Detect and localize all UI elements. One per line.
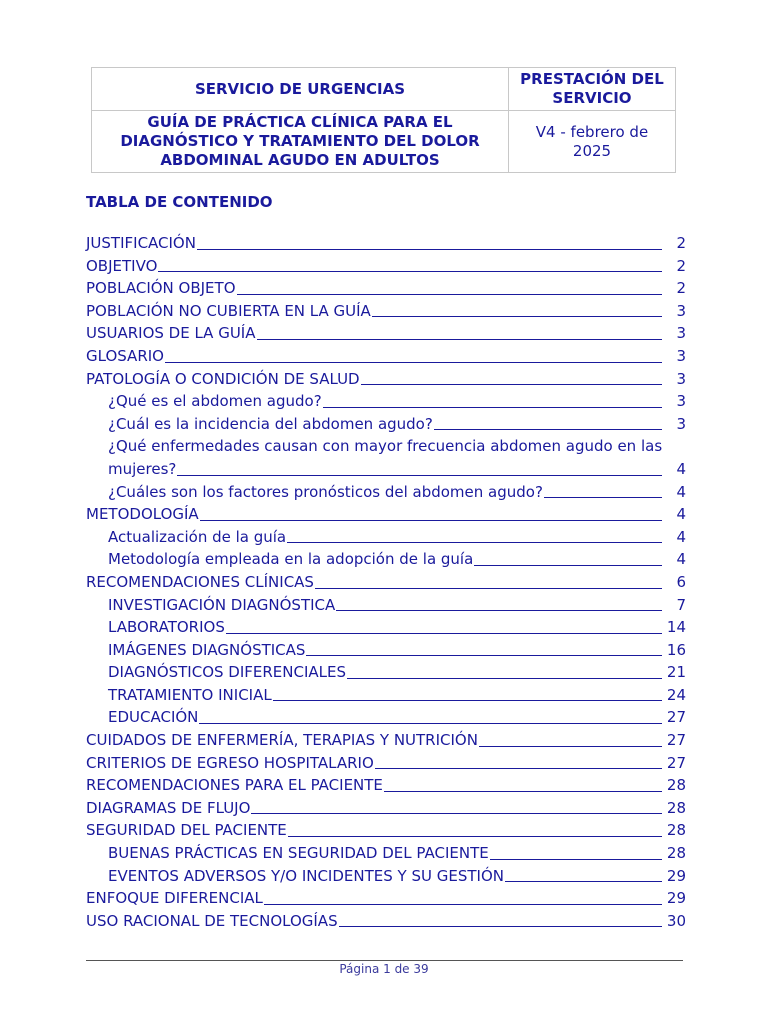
toc-entry-text: BUENAS PRÁCTICAS EN SEGURIDAD DEL PACIENTE	[108, 844, 489, 863]
toc-page-number: 4	[676, 527, 686, 546]
toc-leader-line	[177, 475, 662, 476]
toc-leader-line	[257, 339, 663, 340]
page-number: Página 1 de 39	[339, 962, 429, 976]
toc-leader-line	[347, 678, 662, 679]
toc-entry-text: Metodología empleada en la adopción de la guía	[108, 550, 474, 569]
toc-entry[interactable]	[86, 616, 686, 639]
toc-entry[interactable]	[86, 526, 686, 549]
toc-leader-line	[197, 249, 662, 250]
toc-page-number: 27	[666, 731, 686, 750]
toc-page-number: 4	[676, 459, 686, 478]
toc-page-number: 27	[666, 753, 686, 772]
toc-page-number: 2	[676, 279, 686, 298]
toc-page-number: 2	[676, 256, 686, 275]
toc-entry[interactable]	[86, 300, 686, 323]
toc-leader-line	[306, 655, 662, 656]
toc-entry-text: DIAGNÓSTICOS DIFERENCIALES	[108, 663, 347, 682]
toc-entry-text: RECOMENDACIONES CLÍNICAS	[86, 572, 314, 591]
toc-page-number: 3	[676, 301, 686, 320]
footer-divider	[86, 960, 683, 961]
toc-entry[interactable]	[86, 435, 686, 480]
toc-page-number: 7	[676, 595, 686, 614]
toc-entry-text: JUSTIFICACIÓN	[86, 234, 196, 252]
toc-leader-line	[287, 542, 662, 543]
toc-entry[interactable]	[86, 232, 686, 255]
toc-leader-line	[158, 271, 662, 272]
toc-leader-line	[264, 904, 662, 905]
toc-entry[interactable]	[86, 819, 686, 842]
guide-title: GUÍA DE PRÁCTICA CLÍNICA PARA EL DIAGNÓSTICO Y TRATAMIENTO DEL DOLOR ABDOMINAL AGUDO EN ADULTOS	[92, 111, 509, 173]
toc-page-number: 3	[676, 346, 686, 365]
toc-entry[interactable]	[86, 390, 686, 413]
toc-page-number: 6	[676, 572, 686, 591]
toc-leader-line	[315, 588, 662, 589]
toc-entry[interactable]	[86, 661, 686, 684]
toc-page-number: 4	[676, 505, 686, 524]
toc-entry[interactable]	[86, 503, 686, 526]
toc-entry[interactable]	[86, 322, 686, 345]
toc-page-number: 3	[676, 392, 686, 411]
toc-page-number: 4	[676, 482, 686, 501]
toc-entry-text-line2: mujeres?	[108, 459, 177, 478]
toc-entry[interactable]	[86, 639, 686, 662]
toc-entry-text: IMÁGENES DIAGNÓSTICAS	[108, 640, 306, 659]
toc-leader-line	[505, 881, 662, 882]
toc-leader-line	[251, 813, 662, 814]
toc-entry[interactable]	[86, 345, 686, 368]
toc-leader-line	[544, 497, 662, 498]
document-category: PRESTACIÓN DEL SERVICIO	[509, 68, 676, 111]
toc-entry-text: PATOLOGÍA O CONDICIÓN DE SALUD	[86, 369, 360, 388]
toc-entry[interactable]	[86, 797, 686, 820]
toc-leader-line	[165, 362, 662, 363]
toc-leader-line	[336, 610, 662, 611]
toc-page-number: 2	[676, 234, 686, 252]
toc-leader-line	[490, 859, 662, 860]
toc-entry[interactable]	[86, 887, 686, 910]
toc-entry-text: ENFOQUE DIFERENCIAL	[86, 889, 263, 908]
toc-entry[interactable]	[86, 752, 686, 775]
toc-entry-text: CUIDADOS DE ENFERMERÍA, TERAPIAS Y NUTRICIÓN	[86, 731, 478, 750]
toc-entry-text: INVESTIGACIÓN DIAGNÓSTICA	[108, 595, 336, 614]
document-header-table	[91, 67, 676, 173]
toc-page-number: 27	[666, 708, 686, 727]
toc-leader-line	[288, 836, 662, 837]
table-of-contents	[86, 232, 686, 932]
toc-entry-text: SEGURIDAD DEL PACIENTE	[86, 821, 287, 840]
toc-entry[interactable]	[86, 548, 686, 571]
toc-entry[interactable]	[86, 706, 686, 729]
toc-leader-line	[226, 633, 662, 634]
toc-entry[interactable]	[86, 277, 686, 300]
toc-entry[interactable]	[86, 255, 686, 278]
toc-page-number: 29	[666, 889, 686, 908]
toc-page-number: 3	[676, 324, 686, 343]
toc-entry-text: TRATAMIENTO INICIAL	[108, 685, 272, 704]
toc-entry[interactable]	[86, 594, 686, 617]
toc-entry-text: POBLACIÓN OBJETO	[86, 279, 236, 298]
toc-entry-text: EVENTOS ADVERSOS Y/O INCIDENTES Y SU GESTIÓN	[108, 866, 504, 885]
toc-leader-line	[200, 520, 662, 521]
document-version: V4 - febrero de 2025	[509, 111, 676, 173]
toc-entry-text: CRITERIOS DE EGRESO HOSPITALARIO	[86, 753, 374, 772]
toc-entry[interactable]	[86, 684, 686, 707]
toc-entry-text-line1: ¿Qué enfermedades causan con mayor frecuencia abdomen agudo en las	[108, 437, 663, 456]
toc-entry[interactable]	[86, 729, 686, 752]
toc-entry-text: OBJETIVO	[86, 256, 158, 275]
toc-page-number: 28	[666, 776, 686, 795]
toc-page-number: 24	[666, 685, 686, 704]
toc-entry-text: ¿Qué es el abdomen agudo?	[108, 392, 322, 411]
toc-entry-text: Actualización de la guía	[108, 527, 287, 546]
toc-entry-text: DIAGRAMAS DE FLUJO	[86, 798, 251, 817]
toc-leader-line	[199, 723, 662, 724]
toc-leader-line	[361, 384, 662, 385]
toc-page-number: 28	[666, 844, 686, 863]
toc-entry-text: USUARIOS DE LA GUÍA	[86, 324, 256, 343]
toc-leader-line	[474, 565, 662, 566]
toc-page-number: 14	[666, 618, 686, 637]
toc-page-number: 29	[666, 866, 686, 885]
toc-page-number: 16	[666, 640, 686, 659]
toc-entry-text: ¿Cuál es la incidencia del abdomen agudo?	[108, 414, 433, 433]
toc-page-number: 28	[666, 821, 686, 840]
toc-entry[interactable]	[86, 865, 686, 888]
toc-leader-line	[323, 407, 662, 408]
toc-entry-text: GLOSARIO	[86, 346, 164, 365]
toc-leader-line	[237, 294, 662, 295]
service-name: SERVICIO DE URGENCIAS	[92, 68, 509, 111]
toc-page-number: 3	[676, 369, 686, 388]
toc-entry-text: ¿Cuáles son los factores pronósticos del abdomen agudo?	[108, 482, 543, 501]
toc-entry-text: LABORATORIOS	[108, 618, 225, 637]
toc-leader-line	[375, 768, 662, 769]
toc-entry[interactable]	[86, 368, 686, 391]
toc-entry[interactable]	[86, 571, 686, 594]
toc-page-number: 4	[676, 550, 686, 569]
toc-entry-text: EDUCACIÓN	[108, 708, 199, 727]
toc-entry-text: POBLACIÓN NO CUBIERTA EN LA GUÍA	[86, 301, 371, 320]
toc-leader-line	[372, 316, 662, 317]
toc-entry[interactable]	[86, 842, 686, 865]
toc-leader-line	[339, 926, 662, 927]
toc-page-number: 30	[666, 911, 686, 930]
toc-page-number: 21	[666, 663, 686, 682]
toc-heading: TABLA DE CONTENIDO	[86, 193, 273, 211]
toc-entry-text: RECOMENDACIONES PARA EL PACIENTE	[86, 776, 383, 795]
toc-entry[interactable]	[86, 774, 686, 797]
toc-leader-line	[479, 746, 662, 747]
toc-entry-text: METODOLOGÍA	[86, 505, 199, 524]
toc-entry-text: USO RACIONAL DE TECNOLOGÍAS	[86, 911, 338, 930]
toc-entry[interactable]	[86, 481, 686, 504]
toc-page-number: 3	[676, 414, 686, 433]
toc-leader-line	[434, 429, 662, 430]
toc-page-number: 28	[666, 798, 686, 817]
toc-leader-line	[384, 791, 662, 792]
toc-entry[interactable]	[86, 910, 686, 933]
toc-entry[interactable]	[86, 413, 686, 436]
toc-leader-line	[273, 700, 662, 701]
